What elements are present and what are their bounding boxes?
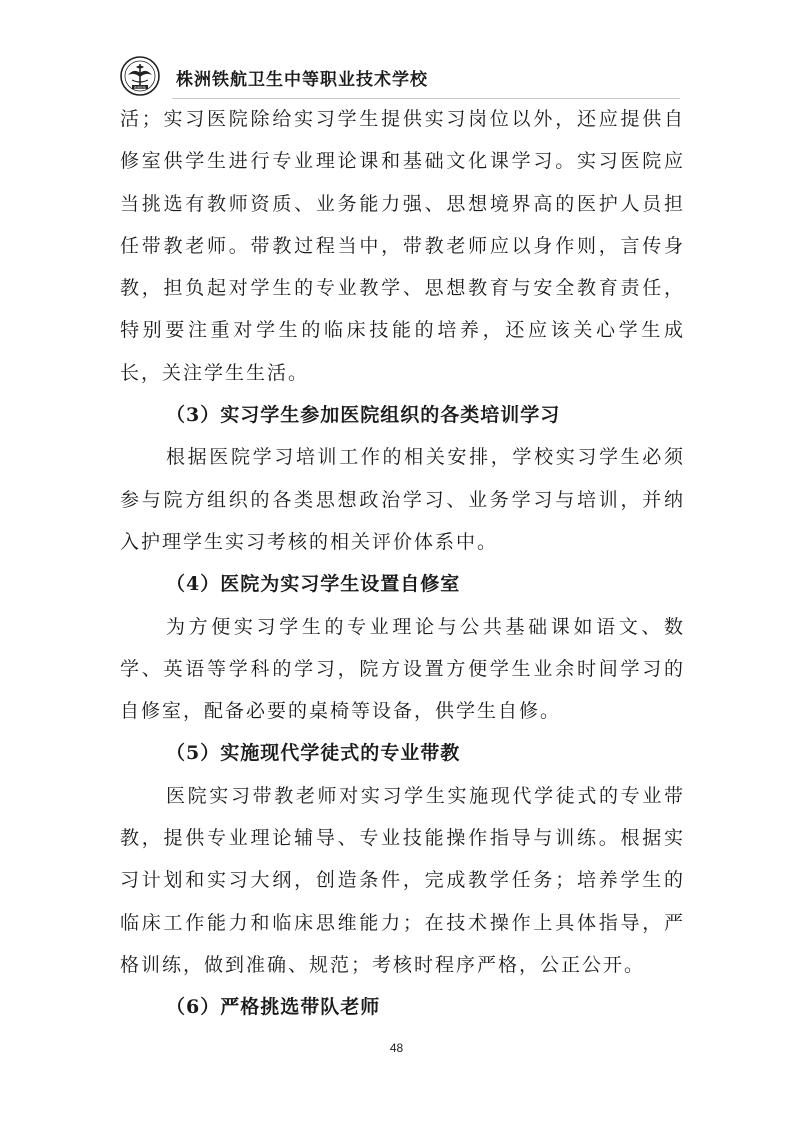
school-name: 株洲铁航卫生中等职业技术学校	[176, 70, 428, 90]
section-heading: （6）严格挑选带队老师	[166, 996, 381, 1019]
section-heading: （5）实施现代学徒式的专业带教	[166, 742, 461, 765]
page-number: 48	[389, 1041, 404, 1055]
logo-text: 株洲铁航	[133, 85, 147, 90]
body-paragraph: 医院实习带教老师对实习学生实施现代学徒式的专业带教，提供专业理论辅导、专业技能操作指导与训练。根据实习计划和实习大纲，创造条件，完成教学任务；培养学生的临床工作能力和临床思维能力；在技术操作上具体指导，严格训练，做到准确、规范；考核时程序严格，公正公开。	[120, 784, 685, 976]
body-paragraph: 根据医院学习培训工作的相关安排，学校实习学生必须参与院方组织的各类思想政治学习、业务学习与培训，并纳入护理学生实习考核的相关评价体系中。	[120, 446, 685, 553]
document-body	[120, 98, 685, 1029]
page-header	[120, 52, 680, 102]
body-paragraph: 为方便实习学生的专业理论与公共基础课如语文、数学、英语等学科的学习，院方设置方便学生业余时间学习的自修室，配备必要的桌椅等设备，供学生自修。	[120, 615, 685, 723]
body-paragraph: 活；实习医院除给实习学生提供实习岗位以外，还应提供自修室供学生进行专业理论课和基础文化课学习。实习医院应当挑选有教师资质、业务能力强、思想境界高的医护人员担任带教老师。带教过程当中，带教老师应以身作则，言传身教，担负起对学生的专业教学、思想教育与安全教育责任，特别要注重对学生的临床技能的培养，还应该关心学生成长，关注学生生活。	[120, 108, 685, 384]
section-heading: （3）实习学生参加医院组织的各类培训学习	[166, 404, 561, 427]
school-logo-icon	[120, 56, 160, 96]
section-heading: （4）医院为实习学生设置自修室	[166, 573, 461, 596]
